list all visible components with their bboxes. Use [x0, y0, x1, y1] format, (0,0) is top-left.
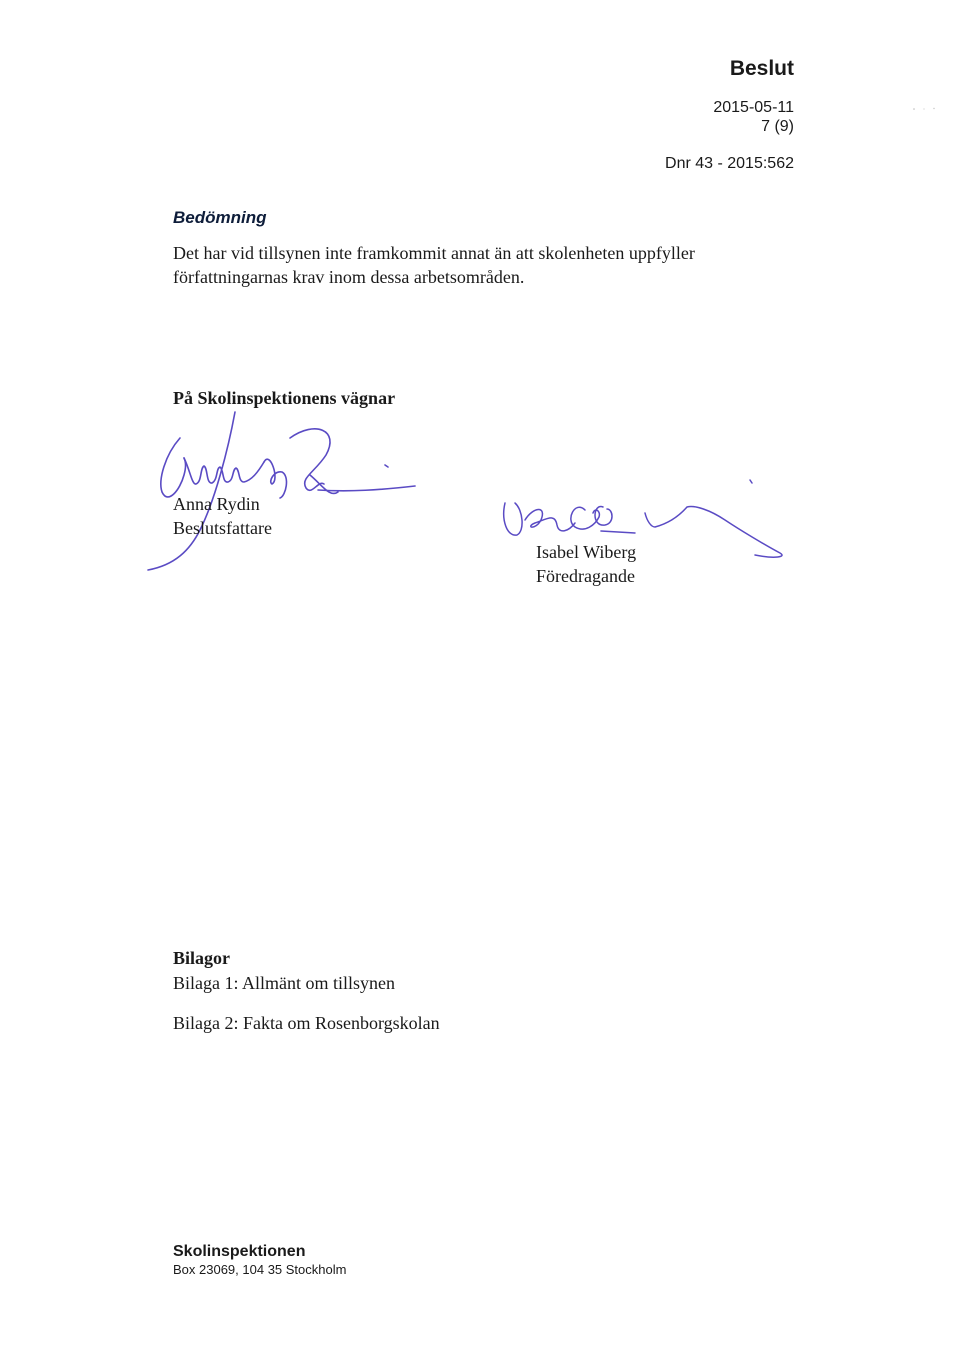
signer-1-name: Anna Rydin — [173, 494, 260, 514]
document-date: 2015-05-11 — [713, 99, 794, 116]
document-type: Beslut — [729, 57, 794, 80]
assessment-paragraph: Det har vid tillsynen inte framkommit annat än att skolenheten uppfyller författningarnas krav inom dessa arbetsområden. — [173, 243, 695, 287]
footer-address: Box 23069, 104 35 Stockholm — [173, 1262, 347, 1277]
assessment-heading: Bedömning — [173, 208, 267, 227]
page-number: 7 (9) — [761, 118, 794, 135]
footer-organization: Skolinspektionen — [173, 1243, 306, 1260]
attachments-heading: Bilagor — [173, 948, 230, 968]
signer-2-name: Isabel Wiberg — [536, 542, 637, 562]
on-behalf-heading: På Skolinspektionens vägnar — [173, 388, 396, 408]
signer-2-role: Föredragande — [536, 566, 635, 586]
attachment-item: Bilaga 2: Fakta om Rosenborgskolan — [173, 1013, 440, 1033]
scan-speck-icon — [910, 106, 950, 112]
attachment-item: Bilaga 1: Allmänt om tillsynen — [173, 973, 395, 993]
signer-1-role: Beslutsfattare — [173, 518, 272, 538]
registration-number: Dnr 43 - 2015:562 — [665, 155, 794, 172]
